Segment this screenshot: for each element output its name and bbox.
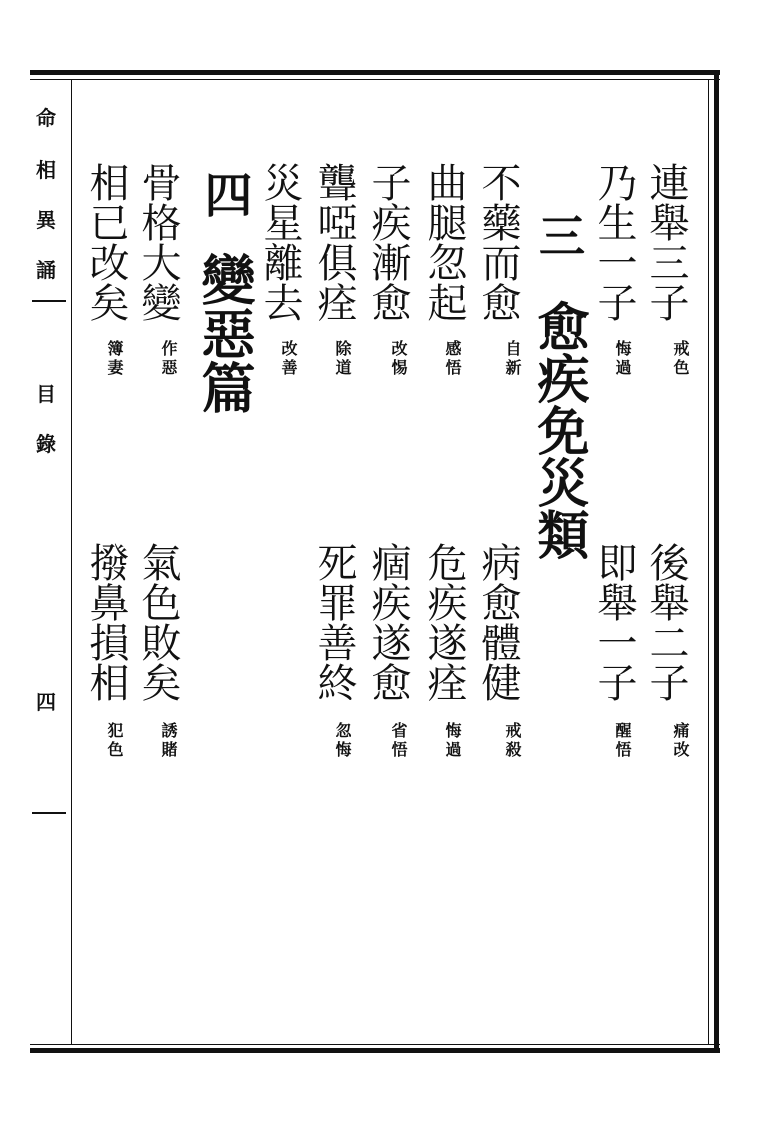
entry-bottom-note: 忽悔 (333, 722, 352, 760)
entry-top-note: 自新 (503, 340, 522, 378)
margin-divider (71, 80, 72, 1044)
book-title-char: 異 (36, 208, 56, 232)
entry-column (591, 162, 640, 922)
section-char: 目 (36, 382, 56, 406)
section-char: 錄 (36, 432, 56, 456)
top-border-thin (30, 79, 720, 80)
entry-bottom-title: 氣色敗矣 (135, 542, 181, 702)
entry-column (83, 162, 132, 922)
entry-bottom-note: 犯色 (105, 722, 124, 760)
book-title-char: 誦 (36, 258, 56, 282)
entry-bottom-title: 死罪善終 (311, 542, 357, 702)
heading-4-number: 四 (196, 170, 252, 218)
entry-bottom-note: 誘賭 (159, 722, 178, 760)
entry-top-title: 災星離去 (257, 162, 303, 322)
entry-top-title: 骨格大變 (135, 162, 181, 322)
entry-bottom-title: 後舉二子 (643, 542, 689, 702)
book-title-char: 相 (36, 158, 56, 182)
entry-bottom-note: 悔過 (443, 722, 462, 760)
entry-top-title: 連舉三子 (643, 162, 689, 322)
entry-column (643, 162, 692, 922)
entry-column (135, 162, 184, 922)
entry-top-title: 不藥而愈 (475, 162, 521, 322)
entry-column (475, 162, 524, 922)
entry-top-note: 除道 (333, 340, 352, 378)
entry-bottom-note: 戒殺 (503, 722, 522, 760)
entry-bottom-note: 省悟 (389, 722, 408, 760)
entry-top-note: 作惡 (159, 340, 178, 378)
margin-dash (32, 300, 66, 302)
entry-bottom-title: 病愈體健 (475, 542, 521, 702)
page-number: 四 (36, 690, 56, 714)
entry-bottom-title: 即舉一子 (591, 542, 637, 702)
entry-top-note: 簿妻 (105, 340, 124, 378)
top-border-thick (30, 70, 720, 75)
entry-bottom-note: 醒悟 (613, 722, 632, 760)
entry-top-note: 改惕 (389, 340, 408, 378)
entry-bottom-title: 危疾遂痊 (421, 542, 467, 702)
right-border-thick (714, 70, 719, 1053)
entry-top-note: 戒色 (671, 340, 690, 378)
entry-top-note: 改善 (279, 340, 298, 378)
entry-top-title: 聾啞俱痊 (311, 162, 357, 322)
entry-top-title: 曲腿忽起 (421, 162, 467, 322)
entry-top-note: 感悟 (443, 340, 462, 378)
entry-column (421, 162, 470, 922)
entry-column (311, 162, 360, 922)
right-border-thin (708, 79, 709, 1045)
entry-top-title: 相已改矣 (83, 162, 129, 322)
entry-top-title: 乃生一子 (591, 162, 637, 322)
entry-column (365, 162, 414, 922)
entry-bottom-title: 撥鼻損相 (83, 542, 129, 702)
entry-bottom-note: 痛改 (671, 722, 690, 760)
bottom-border-thin (30, 1044, 720, 1045)
margin-dash (32, 812, 66, 814)
bottom-border-thick (30, 1048, 720, 1053)
heading-3-title: 愈疾免災類 (528, 300, 589, 560)
entry-bottom-title: 痼疾遂愈 (365, 542, 411, 702)
entry-top-title: 子疾漸愈 (365, 162, 411, 322)
book-title-char: 命 (36, 106, 56, 130)
entry-top-note: 悔過 (613, 340, 632, 378)
heading-4-title: 變惡篇 (193, 252, 257, 414)
entry-column (257, 162, 306, 922)
heading-3-number: 三 (532, 212, 586, 258)
